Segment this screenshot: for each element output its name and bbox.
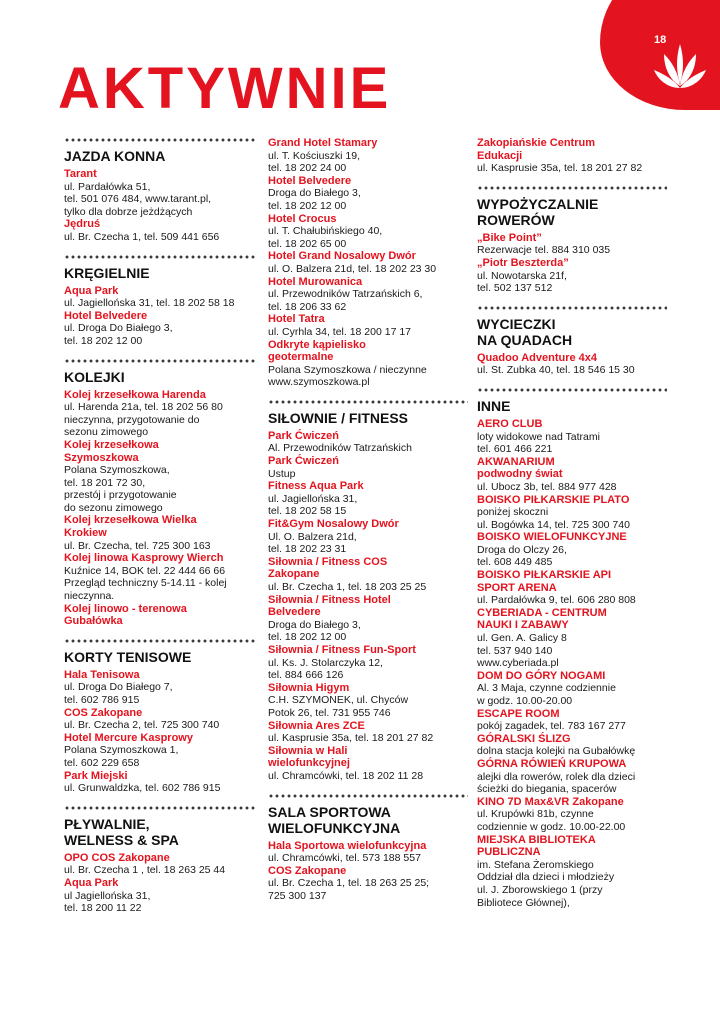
column-1 [64, 137, 256, 925]
entry-name: Zakopiańskie Centrum Edukacji [477, 137, 595, 162]
page-number: 18 [654, 34, 667, 46]
entry-name: Kolej krzesełkowa Szymoszkowa [64, 438, 159, 464]
entry-name: ESCAPE ROOM [477, 707, 560, 720]
column-3 [477, 137, 667, 919]
entry-name: BOISKO PIŁKARSKIE API SPORT ARENA [477, 569, 612, 594]
entry-name: Siłownia / Fitness Hotel Belvedere [268, 593, 391, 619]
entry-detail: ul. Grunwaldzka, tel. 602 786 915 [64, 782, 221, 795]
section [268, 399, 468, 783]
entry-detail: ul. St. Zubka 40, tel. 18 546 15 30 [477, 364, 635, 377]
entry-detail: Kuźnice 14, BOK tel. 22 444 66 66 Przegląd techniczny 5-14.11 - kolej nieczynna. [64, 564, 227, 603]
section [477, 305, 667, 377]
entry-detail: Ustup [268, 467, 296, 480]
entry-detail: ul. T. Chałubińskiego 40, tel. 18 202 65 00 [268, 225, 383, 250]
entry-detail: ul. Droga Do Białego 3, tel. 18 202 12 00 [64, 322, 173, 347]
entry-name: Grand Hotel Stamary [268, 137, 378, 149]
entry-detail: ul. Gen. A. Galicy 8 tel. 537 940 140 www.cyberiada.pl [477, 632, 567, 670]
section-title: KORTY TENISOWE [64, 648, 192, 665]
dotted-divider [64, 137, 256, 143]
entry-detail: ul. Nowotarska 21f, tel. 502 137 512 [477, 269, 567, 295]
section-title: JAZDA KONNA [64, 148, 166, 164]
entry-name: Jędruś [64, 218, 101, 231]
entry-name: GÓRNA RÓWIEŃ KRUPOWA [477, 757, 627, 770]
entry-name: Siłownia Ares ZCE [268, 719, 365, 732]
section-title: PŁYWALNIE, WELNESS & SPA [64, 815, 179, 848]
section-title: INNE [477, 397, 511, 414]
entry-detail: ul. Przewodników Tatrzańskich 6, tel. 18 206 33 62 [268, 288, 423, 313]
section [64, 638, 256, 795]
entry-name: Aqua Park [64, 876, 119, 889]
dotted-divider [64, 805, 256, 811]
entry-detail: ul. Pardałówka 51, tel. 501 076 484, www.tarant.pl, tylko dla dobrze jeżdżących [64, 180, 212, 218]
entry-detail: ul. Chramcówki, tel. 573 188 557 [268, 852, 421, 865]
entry-detail: ul. Br. Czecha 2, tel. 725 300 740 [64, 719, 220, 732]
section-title: KRĘGIELNIE [64, 264, 150, 281]
entry-detail: Droga do Olczy 26, tel. 608 449 485 [477, 543, 567, 569]
dotted-divider [477, 305, 667, 311]
entry-detail: im. Stefana Żeromskiego Oddział dla dzieci i młodzieży ul. J. Zborowskiego 1 (przy Bibliotece Głównej), [477, 858, 615, 909]
entry-name: COS Zakopane [268, 864, 347, 877]
section [477, 387, 667, 909]
section-title: SIŁOWNIE / FITNESS [268, 409, 409, 426]
entry-detail: loty widokowe nad Tatrami tel. 601 466 221 [477, 430, 600, 456]
entry-detail: ul. O. Balzera 21d, tel. 18 202 23 30 [268, 262, 437, 275]
dotted-divider [64, 638, 256, 644]
section-title: KOLEJKI [64, 368, 125, 385]
entry-detail: ul. Br. Czecha 1, tel. 18 263 25 25; 725 300 137 [268, 877, 430, 902]
entry-name: GÓRALSKI ŚLIZG [477, 732, 571, 745]
dotted-divider [268, 399, 468, 405]
dotted-divider [64, 358, 256, 364]
entry-detail: Al. 3 Maja, czynne codziennie w godz. 10.00-20.00 [477, 682, 616, 707]
section [64, 137, 256, 244]
page-title: AKTYWNIE [58, 56, 392, 121]
entry-detail: ul. Cyrhla 34, tel. 18 200 17 17 [268, 325, 412, 338]
entry-detail: Droga do Białego 3, tel. 18 202 12 00 [268, 187, 361, 212]
entry-name: Hala Tenisowa [64, 668, 140, 681]
entry-detail: Polana Szymoszkowa / nieczynne www.szymoszkowa.pl [268, 363, 427, 389]
entry-name: BOISKO WIELOFUNKCYJNE [477, 531, 627, 544]
entry-detail: C.H. SZYMONEK, ul. Chyców Potok 26, tel. 731 955 746 [268, 694, 409, 719]
section [64, 254, 256, 348]
entry-name: Kolej linowa Kasprowy Wierch [64, 552, 224, 565]
entry-detail: ul. Br. Czecha 1, tel. 509 441 656 [64, 230, 220, 243]
entry-name: CYBERIADA - CENTRUM NAUKI I ZABAWY [477, 606, 607, 632]
section [268, 137, 468, 389]
entry-name: Kolej linowo - terenowa Gubałówka [64, 602, 187, 628]
dotted-divider [268, 793, 468, 799]
entry-detail: ul. Jagiellońska 31, tel. 18 202 58 18 [64, 297, 235, 310]
entry-name: Hala Sportowa wielofunkcyjna [268, 839, 427, 852]
entry-detail: ul. Pardałówka 9, tel. 606 280 808 [477, 594, 636, 607]
section-title: WYCIECZKI NA QUADACH [477, 315, 573, 348]
entry-name: Park Ćwiczeń [268, 429, 339, 442]
entry-detail: ul. Krupówki 81b, czynne codziennie w godz. 10.00-22.00 [477, 808, 626, 833]
entry-name: Aqua Park [64, 284, 119, 297]
entry-detail: Polana Szymoszkowa 1, tel. 602 229 658 [64, 744, 179, 769]
entry-name: Odkryte kąpielisko geotermalne [268, 338, 366, 364]
entry-name: Fitness Aqua Park [268, 480, 364, 493]
section [64, 358, 256, 628]
entry-name: Park Miejski [64, 769, 128, 782]
dotted-divider [64, 254, 256, 260]
entry-name: „Bike Point” [477, 231, 542, 244]
entry-name: Hotel Grand Nosalowy Dwór [268, 250, 416, 263]
entry-name: Kolej krzesełkowa Harenda [64, 388, 206, 401]
dotted-divider [477, 185, 667, 191]
entry-detail: ul Jagiellońska 31, tel. 18 200 11 22 [64, 889, 151, 915]
entry-name: Siłownia / Fitness COS Zakopane [268, 555, 388, 581]
entry-detail: ul. Ks. J. Stolarczyka 12, tel. 884 666 126 [268, 656, 383, 682]
entry-detail: Polana Szymoszkowa, tel. 18 201 72 30, przestój i przygotowanie do sezonu zimowego [64, 464, 177, 514]
section-title: SALA SPORTOWA WIELOFUNKCYJNA [268, 803, 401, 836]
entry-detail: Al. Przewodników Tatrzańskich [268, 442, 412, 455]
entry-name: Hotel Mercure Kasprowy [64, 731, 193, 744]
entry-name: DOM DO GÓRY NOGAMI [477, 669, 606, 682]
entry-name: OPO COS Zakopane [64, 851, 170, 864]
entry-detail: poniżej skoczni ul. Bogówka 14, tel. 725 300 740 [477, 506, 630, 531]
entry-detail: ul. Kasprusie 35a, tel. 18 201 27 82 [268, 732, 434, 745]
entry-name: „Piotr Beszterda” [477, 256, 569, 269]
section-title: WYPOŻYCZALNIE ROWERÓW [477, 195, 599, 228]
column-2 [268, 137, 468, 912]
entry-detail: Rezerwacje tel. 884 310 035 [477, 244, 611, 257]
entry-name: Kolej krzesełkowa Wielka Krokiew [64, 514, 197, 540]
entry-detail: ul. Ubocz 3b, tel. 884 977 428 [477, 480, 617, 493]
entry-name: MIEJSKA BIBLIOTEKA PUBLICZNA [477, 833, 596, 859]
section [64, 805, 256, 915]
entry-name: COS Zakopane [64, 706, 143, 719]
entry-name: Hotel Crocus [268, 212, 337, 225]
entry-detail: ul. Droga Do Białego 7, tel. 602 786 915 [64, 681, 173, 706]
entry-name: BOISKO PIŁKARSKIE PLATO [477, 493, 630, 506]
entry-name: Hotel Belvedere [268, 174, 352, 187]
section [477, 137, 667, 175]
entry-name: AERO CLUB [477, 417, 543, 430]
entry-name: Hotel Tatra [268, 313, 325, 326]
entry-detail: ul. Jagiellońska 31, tel. 18 202 58 15 [268, 492, 358, 518]
entry-name: Park Ćwiczeń [268, 455, 339, 468]
entry-detail: ul. Br. Czecha 1, tel. 18 203 25 25 [268, 581, 427, 593]
entry-name: Siłownia Higym [268, 681, 350, 694]
entry-detail: Droga do Białego 3, tel. 18 202 12 00 [268, 618, 361, 644]
entry-detail: Ul. O. Balzera 21d, tel. 18 202 23 31 [268, 530, 357, 556]
entry-detail: pokój zagadek, tel. 783 167 277 [477, 720, 626, 733]
entry-detail: ul. Br. Czecha, tel. 725 300 163 [64, 539, 211, 552]
entry-detail: dolna stacja kolejki na Gubałówkę [477, 745, 636, 758]
entry-name: Fit&Gym Nosalowy Dwór [268, 518, 399, 531]
entry-detail: ul. Harenda 21a, tel. 18 202 56 80 nieczynna, przygotowanie do sezonu zimowego [64, 401, 223, 439]
entry-name: Hotel Murowanica [268, 275, 363, 288]
entry-detail: ul. T. Kościuszki 19, tel. 18 202 24 00 [268, 149, 361, 175]
entry-name: Hotel Belvedere [64, 309, 148, 322]
entry-name: Siłownia / Fitness Fun-Sport [268, 643, 416, 656]
mountain-flower-icon [650, 40, 710, 100]
dotted-divider [477, 387, 667, 393]
entry-detail: alejki dla rowerów, rolek dla dzieci ścieżki do biegania, spacerów [477, 770, 636, 796]
entry-detail: ul. Kasprusie 35a, tel. 18 201 27 82 [477, 162, 643, 175]
entry-name: Siłownia w Hali wielofunkcyjnej [268, 744, 350, 770]
section [477, 185, 667, 295]
section [268, 793, 468, 903]
entry-detail: ul. Chramcówki, tel. 18 202 11 28 [268, 769, 424, 782]
entry-name: Tarant [64, 168, 97, 180]
entry-name: Quadoo Adventure 4x4 [477, 351, 598, 364]
entry-name: KINO 7D Max&VR Zakopane [477, 795, 624, 808]
entry-detail: ul. Br. Czecha 1 , tel. 18 263 25 44 [64, 864, 226, 877]
entry-name: AKWANARIUM podwodny świat [477, 455, 563, 481]
